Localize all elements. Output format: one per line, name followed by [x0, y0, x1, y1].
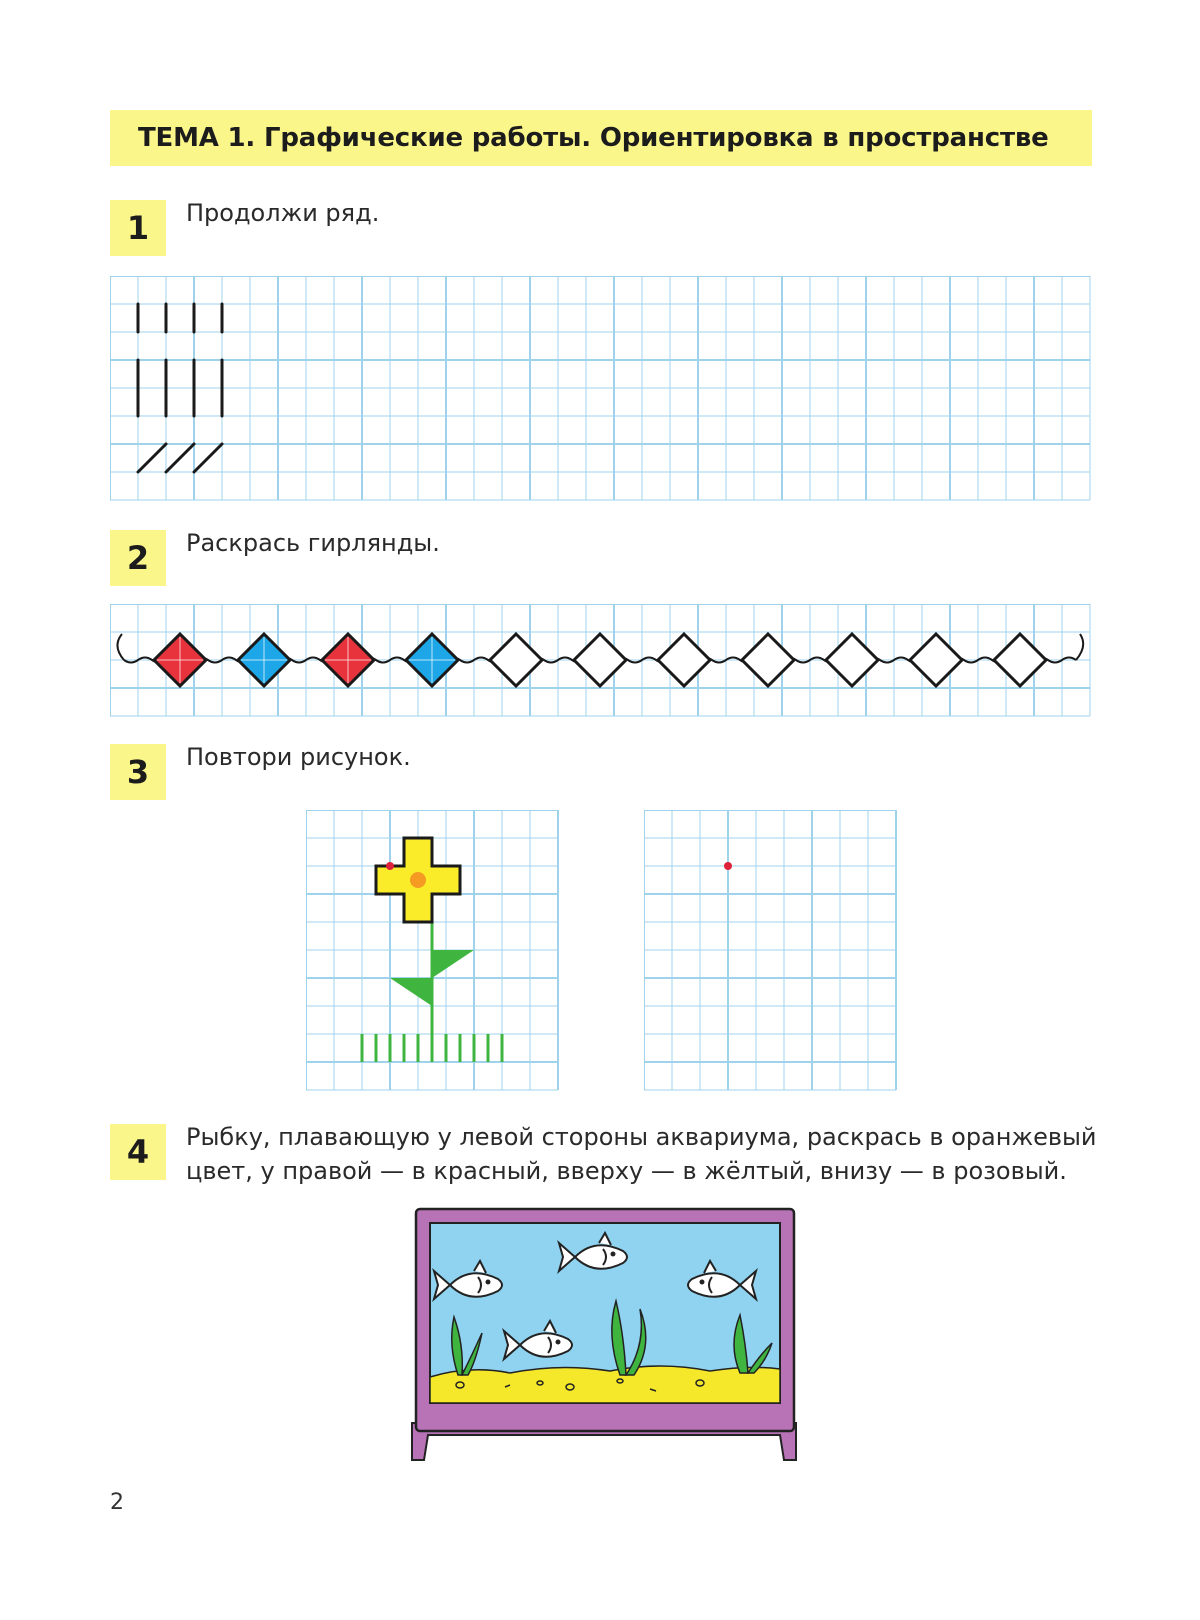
task-3-number: 3 — [110, 744, 166, 800]
slanted-stroke-2 — [166, 444, 194, 472]
garland-left-end — [117, 634, 124, 660]
task-4-text-line-2: цвет, у правой — в красный, вверху — в жёлтый, внизу — в розовый. — [186, 1157, 1067, 1185]
copy-start-dot — [724, 862, 732, 870]
flower-leaf-left — [390, 978, 432, 1006]
garland-diamond-11 — [994, 634, 1046, 686]
task-3-sample-grid — [306, 810, 560, 1092]
aquarium-illustration — [410, 1205, 800, 1469]
task-4-number: 4 — [110, 1124, 166, 1180]
task-3-text: Повтори рисунок. — [186, 743, 411, 771]
garland-diamond-9 — [826, 634, 878, 686]
flower-center — [410, 872, 426, 888]
sample-start-dot — [386, 862, 394, 870]
aquarium-sand — [430, 1366, 780, 1403]
topic-header — [110, 110, 1092, 166]
grid-lines — [110, 276, 1090, 500]
page-number: 2 — [110, 1490, 124, 1515]
task-1-text: Продолжи ряд. — [186, 199, 380, 227]
task-4-text — [186, 1120, 1097, 1188]
garland-diamond-10 — [910, 634, 962, 686]
task-2-number: 2 — [110, 530, 166, 586]
task-2-garland-grid[interactable] — [110, 604, 1092, 717]
garland-diamond-8 — [742, 634, 794, 686]
garland-diamond-5 — [490, 634, 542, 686]
topic-title: ТЕМА 1. Графические работы. Ориентировка в пространстве — [138, 123, 1049, 153]
grid-lines — [644, 810, 896, 1090]
garland-right-end — [1076, 634, 1083, 660]
task-1-number: 1 — [110, 200, 166, 256]
grass — [362, 1034, 502, 1062]
flower-leaf-right — [432, 950, 474, 978]
task-3-copy-grid[interactable] — [644, 810, 898, 1092]
task-4-text-line-1: Рыбку, плавающую у левой стороны аквариума, раскрась в оранжевый — [186, 1123, 1097, 1151]
task-1-grid[interactable] — [110, 276, 1092, 502]
garland-diamond-6 — [574, 634, 626, 686]
garland-diamond-7 — [658, 634, 710, 686]
slanted-stroke-3 — [194, 444, 222, 472]
task-2-text: Раскрась гирлянды. — [186, 529, 440, 557]
slanted-stroke-1 — [138, 444, 166, 472]
